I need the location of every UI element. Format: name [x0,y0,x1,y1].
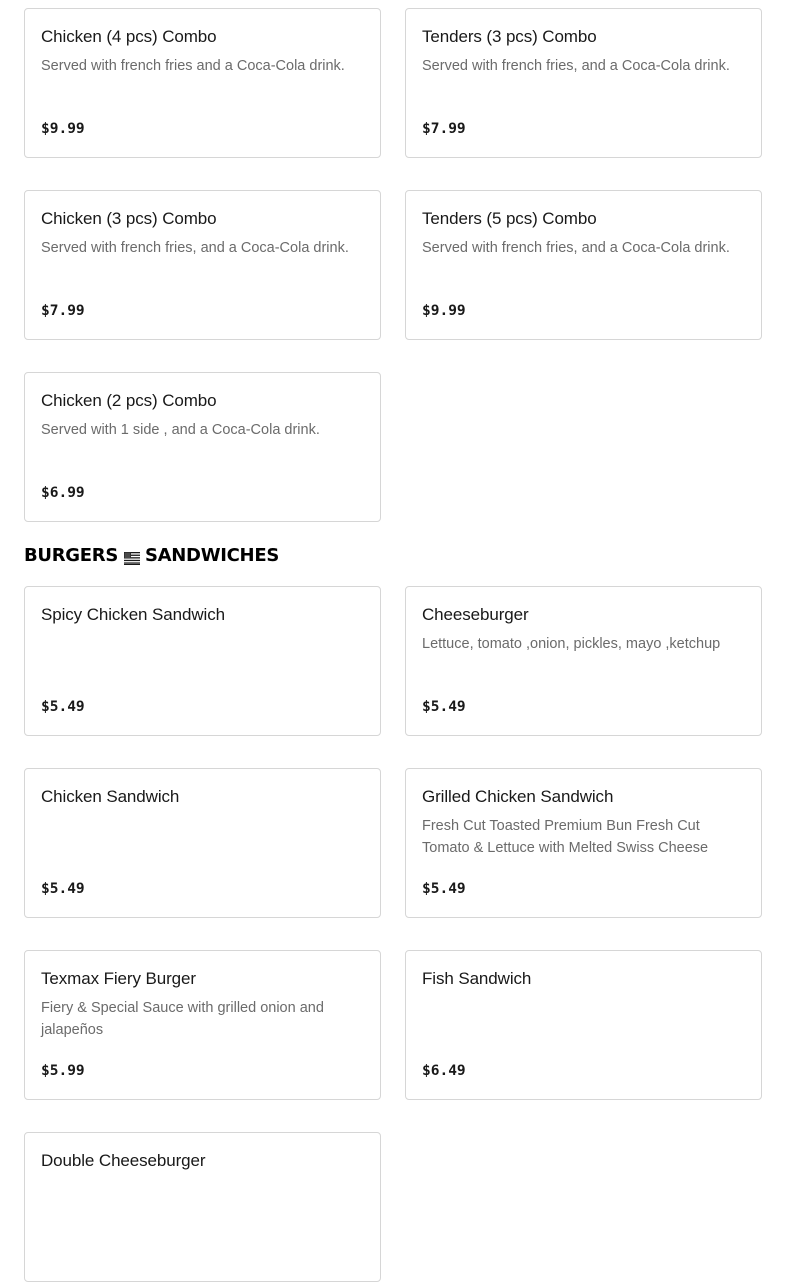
menu-item-card[interactable] [24,372,381,522]
menu-item-card[interactable] [405,586,762,736]
menu-item-name: Tenders (5 pcs) Combo [422,209,597,228]
menu-item-card[interactable] [405,768,762,918]
menu-item-price: $5.49 [422,699,466,715]
menu-item-card[interactable] [24,1132,381,1282]
menu-item-card[interactable] [24,768,381,918]
menu-item-card[interactable] [405,950,762,1100]
menu-item-price: $7.99 [41,303,85,319]
menu-item-description: Served with french fries and a Coca-Cola drink. [41,58,345,74]
menu-item-name: Cheeseburger [422,605,529,624]
menu-item-card[interactable] [405,8,762,158]
menu-item-description: Served with french fries, and a Coca-Cola drink. [422,240,730,256]
us-flag-icon [124,549,140,562]
menu-item-price: $6.49 [422,1063,466,1079]
menu-item-price: $5.49 [41,881,85,897]
menu-item-card[interactable] [405,190,762,340]
menu-item-name: Chicken (2 pcs) Combo [41,391,217,410]
menu-item-price: $6.99 [41,485,85,501]
menu-item-price: $9.99 [422,303,466,319]
menu-item-card[interactable] [24,190,381,340]
menu-item-name: Chicken (3 pcs) Combo [41,209,217,228]
menu-item-name: Fish Sandwich [422,969,532,988]
menu-item-name: Grilled Chicken Sandwich [422,787,614,806]
menu-item-card[interactable] [24,950,381,1100]
menu-item-name: Chicken (4 pcs) Combo [41,27,217,46]
menu-item-description: Served with french fries, and a Coca-Cola drink. [422,58,730,74]
menu-item-name: Texmax Fiery Burger [41,969,196,988]
section-heading [24,545,279,566]
section-heading-text: SANDWICHES [145,545,279,566]
menu-item-description: Served with 1 side , and a Coca-Cola drink. [41,422,320,438]
menu-item-price: $5.99 [41,1063,85,1079]
menu-item-name: Double Cheeseburger [41,1151,206,1170]
menu-item-price: $5.49 [41,699,85,715]
menu-item-name: Tenders (3 pcs) Combo [422,27,597,46]
menu-item-description: Fiery & Special Sauce with grilled onion and jalapeños [41,1000,324,1038]
menu-item-card[interactable] [24,8,381,158]
menu-item-name: Chicken Sandwich [41,787,180,806]
menu-item-name: Spicy Chicken Sandwich [41,605,225,624]
menu-item-price: $7.99 [422,121,466,137]
menu-item-description: Lettuce, tomato ,onion, pickles, mayo ,ketchup [422,636,721,652]
menu-item-card[interactable] [24,586,381,736]
section-heading-text: BURGERS [24,545,118,566]
menu-item-description: Fresh Cut Toasted Premium Bun Fresh Cut Tomato & Lettuce with Melted Swiss Cheese [422,818,709,856]
menu-item-price: $5.49 [422,881,466,897]
menu-item-description: Served with french fries, and a Coca-Cola drink. [41,240,349,256]
menu-item-price: $9.99 [41,121,85,137]
